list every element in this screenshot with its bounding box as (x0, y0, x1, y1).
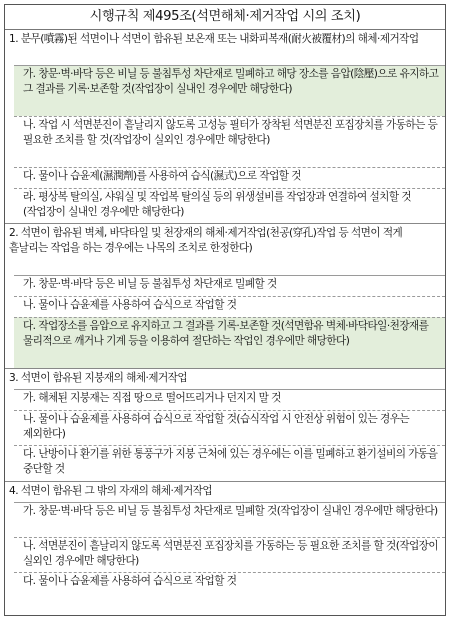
section-1-item-na: 나. 작업 시 석면분진이 흩날리지 않도록 고성능 필터가 장착된 석면분진 포집장치를 가동하는 등 필요한 조치를 할 것(작업장이 실외인 경우에만 해당한다) (14, 116, 445, 167)
section-4-item-da: 다. 물이나 습윤제를 사용하여 습식으로 작업할 것 (14, 572, 445, 591)
section-1-item-ra: 라. 평상복 탈의실, 샤워실 및 작업복 탈의실 등의 위생설비를 작업장과 연결하여 설치할 것(작업장이 실내인 경우에만 해당한다) (14, 188, 445, 223)
section-2-item-na: 나. 물이나 습윤제를 사용하여 습식으로 작업할 것 (14, 296, 445, 317)
regulation-table (4, 4, 446, 616)
section-2-item-da: 다. 작업장소를 음압으로 유지하고 그 결과를 기록·보존할 것(석면함유 벽체·바닥타일·천장재를 물리적으로 깨거나 기계 등을 이용하여 절단하는 작업인 경우에만 해당한다) (14, 317, 445, 368)
section-4-item-na: 나. 석면분진이 흩날리지 않도록 석면분진 포집장치를 가동하는 등 필요한 조치를 할 것(작업장이 실외인 경우에만 해당한다) (14, 537, 445, 572)
section-1-item-ga: 가. 창문·벽·바닥 등은 비닐 등 불침투성 차단재로 밀폐하고 해당 장소를 음압(陰壓)으로 유지하고 그 결과를 기록·보존할 것(작업장이 실내인 경우에만 해당한다) (14, 65, 445, 116)
section-1-item-da: 다. 물이나 습윤제(濕潤劑)를 사용하여 습식(濕式)으로 작업할 것 (14, 167, 445, 188)
section-4-item-ga: 가. 창문·벽·바닥 등은 비닐 등 불침투성 차단재로 밀폐할 것(작업장이 실내인 경우에만 해당한다) (14, 502, 445, 537)
section-2-item-ga: 가. 창문·벽·바닥 등은 비닐 등 불침투성 차단재로 밀폐할 것 (14, 275, 445, 296)
section-3-item-na: 나. 물이나 습윤제를 사용하여 습식으로 작업할 것(습식작업 시 안전상 위험이 있는 경우는 제외한다) (14, 410, 445, 445)
section-3-item-da: 다. 난방이나 환기를 위한 통풍구가 지붕 근처에 있는 경우에는 이를 밀폐하고 환기설비의 가동을 중단할 것 (14, 445, 445, 481)
section-heading-1: 1. 분무(噴霧)된 석면이나 석면이 함유된 보온재 또는 내화피복재(耐火被覆材)의 해체·제거작업 (9, 33, 419, 45)
document-title: 시행규칙 제495조(석면해체·제거작업 시의 조치) (5, 5, 445, 30)
section-heading-2: 2. 석면이 함유된 벽체, 바닥타일 및 천장재의 해체·제거작업(천공(穿孔)작업 등 석면이 적게 흩날리는 작업을 하는 경우에는 나목의 조치로 한정한다) (5, 223, 445, 275)
section-heading-3: 3. 석면이 함유된 지붕재의 해체·제거작업 (5, 368, 445, 389)
section-heading-4: 4. 석면이 함유된 그 밖의 자재의 해체·제거작업 (5, 481, 445, 502)
section-3-item-ga: 가. 해체된 지붕재는 직접 땅으로 떨어뜨리거나 던지지 말 것 (14, 389, 445, 410)
